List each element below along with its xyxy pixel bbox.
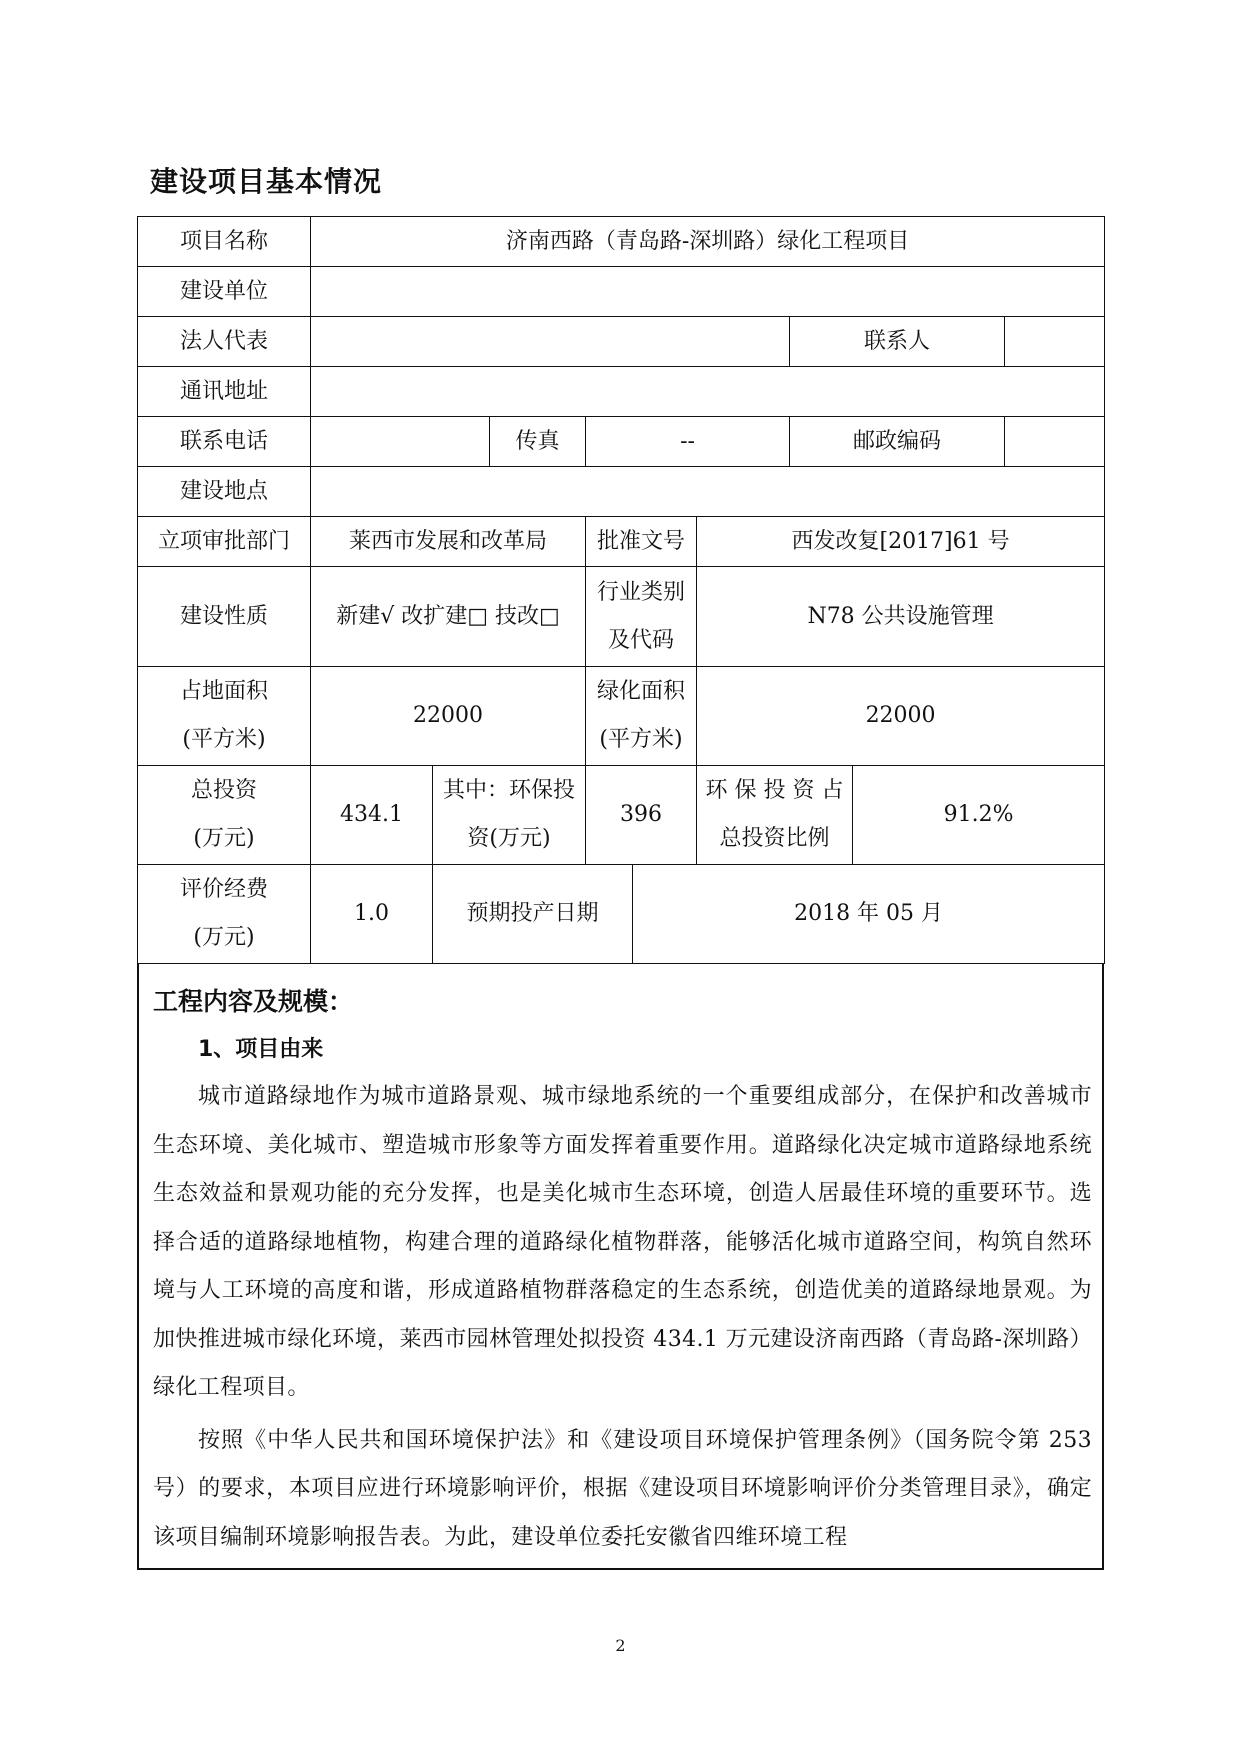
- content-paragraph-2: 按照《中华人民共和国环境保护法》和《建设项目环境保护管理条例》（国务院令第 253 号）的要求，本项目应进行环境影响评价，根据《建设项目环境影响评价分类管理目录》，确定该项目编制环境影响报告表。为此，建设单位委托安徽省四维环境工程: [153, 1427, 1092, 1550]
- env-invest-label-line1: 其中：环保投: [442, 778, 575, 803]
- total-invest-value: 434.1: [311, 766, 433, 865]
- fax-value: --: [586, 417, 790, 467]
- page-number: 2: [615, 1636, 626, 1655]
- env-invest-value: 396: [586, 766, 697, 865]
- green-area-label-line2: (平方米): [599, 727, 683, 752]
- approval-no-label: 批准文号: [586, 517, 697, 567]
- legal-rep-label: 法人代表: [138, 317, 311, 367]
- eval-fee-label-line2: (万元): [193, 925, 255, 950]
- green-area-value: 22000: [697, 667, 1105, 766]
- project-name-value: 济南西路（青岛路-深圳路）绿化工程项目: [311, 217, 1105, 267]
- industry-label: [586, 567, 697, 667]
- row-nature: [138, 567, 1105, 667]
- fax-label: 传真: [490, 417, 586, 467]
- green-area-label: [586, 667, 697, 766]
- approval-no-value: 西发改复[2017]61 号: [697, 517, 1105, 567]
- site-value: [311, 467, 1105, 517]
- row-area: [138, 667, 1105, 766]
- eval-fee-value: 1.0: [311, 865, 433, 964]
- nature-label: 建设性质: [138, 567, 311, 667]
- env-ratio-value: 91.2%: [853, 766, 1105, 865]
- green-area-label-line1: 绿化面积: [596, 679, 685, 704]
- land-area-label: [138, 667, 311, 766]
- project-name-label: 项目名称: [138, 217, 311, 267]
- phone-value: [311, 417, 490, 467]
- phone-label: 联系电话: [138, 417, 311, 467]
- contact-value: [1005, 317, 1105, 367]
- page-title: 建设项目基本情况: [150, 165, 383, 198]
- land-area-value: 22000: [311, 667, 586, 766]
- contact-label: 联系人: [790, 317, 1005, 367]
- address-label: 通讯地址: [138, 367, 311, 417]
- industry-value: N78 公共设施管理: [697, 567, 1105, 667]
- row-investment: [138, 766, 1105, 865]
- content-heading: 工程内容及规模：: [153, 987, 354, 1016]
- legal-rep-value: [311, 317, 790, 367]
- postcode-label: 邮政编码: [790, 417, 1005, 467]
- row-legal-rep: [138, 317, 1105, 367]
- production-date-label: 预期投产日期: [433, 865, 633, 964]
- nature-value: 新建√ 改扩建□ 技改□: [311, 567, 586, 667]
- eval-fee-label-line1: 评价经费: [179, 877, 268, 902]
- industry-label-line2: 及代码: [607, 627, 674, 653]
- total-invest-label-line2: (万元): [193, 826, 255, 851]
- env-invest-label-line2: 资(万元): [467, 826, 551, 851]
- builder-value: [311, 267, 1105, 317]
- land-area-label-line2: (平方米): [182, 727, 266, 752]
- land-area-label-line1: 占地面积: [179, 679, 268, 704]
- env-ratio-label-line1: 环 保 投 资 占: [705, 778, 844, 803]
- content-subheading: 1、项目由来: [198, 1037, 324, 1062]
- approval-dept-label: 立项审批部门: [138, 517, 311, 567]
- row-phone: [138, 417, 1105, 467]
- row-project-name: [138, 217, 1105, 267]
- total-invest-label: [138, 766, 311, 865]
- env-ratio-label-line2: 总投资比例: [719, 826, 830, 851]
- total-invest-label-line1: 总投资: [190, 778, 257, 803]
- address-value: [311, 367, 1105, 417]
- env-invest-label: [433, 766, 586, 865]
- row-approval: [138, 517, 1105, 567]
- row-address: [138, 367, 1105, 417]
- content-paragraph-1: 城市道路绿地作为城市道路景观、城市绿地系统的一个重要组成部分，在保护和改善城市生态环境、美化城市、塑造城市形象等方面发挥着重要作用。道路绿化决定城市道路绿地系统生态效益和景观功能的充分发挥，也是美化城市生态环境，创造人居最佳环境的重要环节。选择合适的道路绿地植物，构建合理的道路绿化植物群落，能够活化城市道路空间，构筑自然环境与人工环境的高度和谐，形成道路植物群落稳定的生态系统，创造优美的道路绿地景观。为加快推进城市绿化环境，莱西市园林管理处拟投资 434.1 万元建设济南西路（青岛路-深圳路）绿化工程项目。: [153, 1084, 1092, 1400]
- row-eval-fee: [138, 865, 1105, 964]
- content-section: [137, 964, 1104, 1570]
- row-site: [138, 467, 1105, 517]
- industry-label-line1: 行业类别: [596, 579, 685, 605]
- eval-fee-label: [138, 865, 311, 964]
- project-info-table: [137, 216, 1105, 964]
- builder-label: 建设单位: [138, 267, 311, 317]
- approval-dept-value: 莱西市发展和改革局: [311, 517, 586, 567]
- env-ratio-label: [697, 766, 853, 865]
- row-builder: [138, 267, 1105, 317]
- site-label: 建设地点: [138, 467, 311, 517]
- production-date-value: 2018 年 05 月: [633, 865, 1105, 964]
- postcode-value: [1005, 417, 1105, 467]
